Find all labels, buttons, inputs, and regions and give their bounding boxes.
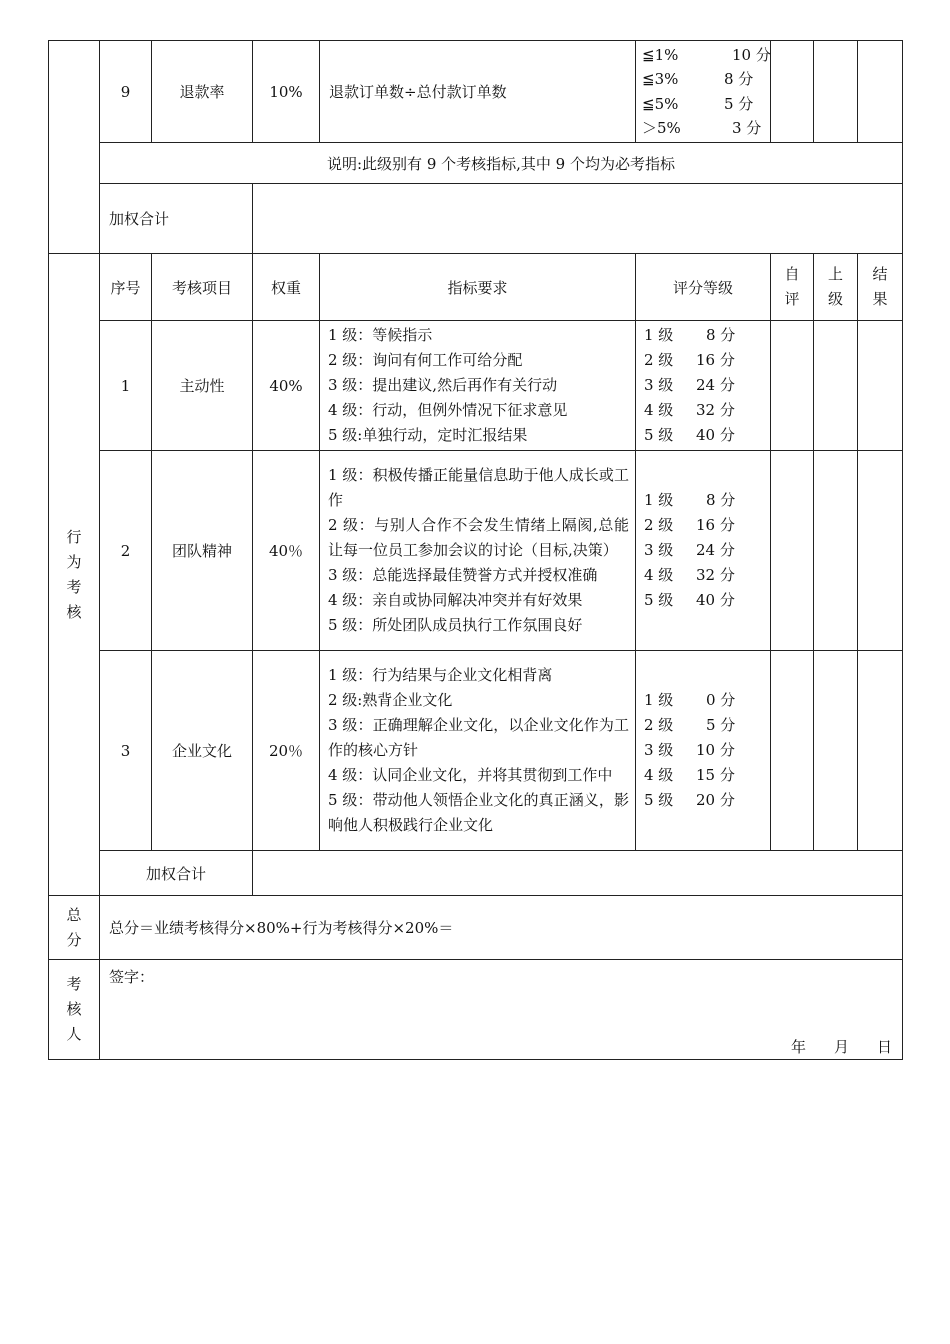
score-points: 3 分 (732, 119, 762, 137)
grade-points: 8 分 (706, 491, 736, 509)
date-day-label: 日 (876, 1038, 892, 1056)
signature-area[interactable] (100, 960, 903, 1060)
grade-points: 16 分 (696, 516, 735, 534)
grade-points: 10 分 (696, 741, 735, 759)
requirement-line: 1 级：积极传播正能量信息助于他人成长或工作 (328, 466, 629, 509)
assessor-label-char: 考 (66, 975, 82, 993)
date-year-label: 年 (790, 1038, 806, 1056)
assessor-label-char: 人 (66, 1025, 82, 1043)
header-grade: 评分等级 (636, 254, 771, 321)
grade-points: 8 分 (706, 326, 736, 344)
section-label-char: 考 (66, 577, 82, 596)
total-label-char: 总 (66, 905, 82, 924)
item-name: 主动性 (152, 321, 253, 451)
score-points: 8 分 (724, 70, 754, 88)
table-row (49, 451, 903, 651)
date-line (791, 1036, 892, 1057)
grade-level: 2 级 (644, 516, 674, 534)
header-self (771, 254, 814, 321)
assessor-row (49, 960, 903, 1060)
header-char: 上 (827, 265, 843, 283)
behavior-header-row (49, 254, 903, 321)
weighted-total-value[interactable] (253, 851, 903, 896)
grade-level: 3 级 (644, 376, 674, 394)
requirement-line: 1 级：行为结果与企业文化相背离 (328, 666, 553, 684)
grade-points: 5 分 (706, 716, 736, 734)
weighted-total-row (49, 184, 903, 254)
section-label-char: 核 (66, 602, 82, 621)
weighted-total-label: 加权合计 (100, 851, 253, 896)
requirement-line: 3 级：正确理解企业文化，以企业文化作为工作的核心方针 (328, 716, 629, 759)
result-cell[interactable] (858, 651, 903, 851)
item-name: 退款率 (152, 41, 253, 143)
row-number: 9 (100, 41, 152, 143)
grade-level: 1 级 (644, 326, 674, 344)
score-condition: ≦5% (642, 94, 679, 113)
header-char: 结 (872, 265, 888, 283)
score-condition: ＞5% (642, 119, 681, 137)
requirement-line: 5 级：所处团队成员执行工作氛围良好 (328, 616, 583, 634)
score-points: 5 分 (724, 94, 754, 113)
section-note: 说明:此级别有 9 个考核指标,其中 9 个均为必考指标 (100, 143, 903, 184)
result-cell[interactable] (858, 321, 903, 451)
grade-points: 24 分 (696, 541, 735, 559)
item-requirement: 退款订单数÷总付款订单数 (320, 41, 636, 143)
header-char: 级 (827, 290, 843, 308)
item-requirements (320, 321, 636, 451)
requirement-line: 5 级:单独行动，定时汇报结果 (328, 426, 528, 444)
weighted-total-label: 加权合计 (100, 184, 253, 254)
item-requirements (320, 451, 636, 651)
signature-label: 签字： (109, 968, 155, 986)
item-weight: 20％ (253, 651, 320, 851)
total-formula: 总分＝业绩考核得分×80%+行为考核得分×20%＝ (100, 896, 903, 960)
grade-level: 5 级 (644, 426, 674, 444)
requirement-line: 3 级：总能选择最佳赞誉方式并授权准确 (328, 566, 598, 584)
weighted-total-value[interactable] (253, 184, 903, 254)
table-row (49, 41, 903, 143)
requirement-line: 4 级：认同企业文化，并将其贯彻到工作中 (328, 766, 613, 784)
item-name: 团队精神 (152, 451, 253, 651)
grade-points: 20 分 (696, 791, 735, 809)
grade-points: 0 分 (706, 691, 736, 709)
header-item: 考核项目 (152, 254, 253, 321)
grade-levels (636, 451, 771, 651)
grade-level: 1 级 (644, 691, 674, 709)
weighted-total-row (49, 851, 903, 896)
grade-level: 3 级 (644, 741, 674, 759)
header-char: 评 (784, 290, 800, 308)
requirement-line: 5 级：带动他人领悟企业文化的真正涵义，影响他人积极践行企业文化 (328, 791, 629, 834)
performance-section-label (49, 41, 100, 254)
item-name: 企业文化 (152, 651, 253, 851)
header-result (858, 254, 903, 321)
grade-level: 4 级 (644, 401, 674, 419)
grade-level: 5 级 (644, 591, 674, 609)
grade-level: 3 级 (644, 541, 674, 559)
grade-points: 40 分 (696, 591, 735, 609)
grade-level: 1 级 (644, 491, 674, 509)
grade-points: 16 分 (696, 351, 735, 369)
self-score-cell[interactable] (771, 651, 814, 851)
score-points: 10 分 (732, 45, 771, 64)
section-label-char: 为 (66, 552, 82, 571)
item-weight: 40％ (253, 451, 320, 651)
score-levels (636, 41, 771, 143)
grade-points: 15 分 (696, 766, 735, 784)
header-weight: 权重 (253, 254, 320, 321)
requirement-line: 4 级：行动，但例外情况下征求意见 (328, 401, 568, 419)
grade-levels (636, 321, 771, 451)
header-no: 序号 (100, 254, 152, 321)
total-row (49, 896, 903, 960)
requirement-line: 4 级：亲自或协同解决冲突并有好效果 (328, 591, 583, 609)
header-char: 果 (872, 290, 888, 308)
header-char: 自 (784, 265, 800, 283)
grade-points: 32 分 (696, 566, 735, 584)
item-weight: 10% (253, 41, 320, 143)
score-condition: ≦1% (642, 45, 679, 64)
grade-points: 24 分 (696, 376, 735, 394)
self-score-cell[interactable] (771, 321, 814, 451)
requirement-line: 2 级：询问有何工作可给分配 (328, 351, 523, 369)
assessment-table (48, 40, 903, 1060)
total-label-char: 分 (66, 930, 82, 949)
superior-score-cell[interactable] (814, 451, 858, 651)
superior-score-cell[interactable] (814, 321, 858, 451)
requirement-line: 2 级:熟背企业文化 (328, 691, 453, 709)
requirement-line: 1 级：等候指示 (328, 326, 433, 344)
section-label-char: 行 (66, 527, 82, 546)
item-requirements (320, 651, 636, 851)
requirement-line: 2 级：与别人合作不会发生情绪上隔阂,总能让每一位员工参加会议的讨论（目标,决策） (328, 516, 629, 559)
requirement-line: 3 级：提出建议,然后再作有关行动 (328, 376, 558, 394)
superior-score-cell[interactable] (814, 41, 858, 143)
table-row (49, 651, 903, 851)
result-cell[interactable] (858, 41, 903, 143)
result-cell[interactable] (858, 451, 903, 651)
assessor-label (49, 960, 100, 1060)
grade-levels (636, 651, 771, 851)
grade-level: 4 级 (644, 766, 674, 784)
self-score-cell[interactable] (771, 451, 814, 651)
grade-level: 5 级 (644, 791, 674, 809)
table-row (49, 321, 903, 451)
header-superior (814, 254, 858, 321)
row-number: 3 (100, 651, 152, 851)
grade-level: 2 级 (644, 716, 674, 734)
total-label (49, 896, 100, 960)
header-requirement: 指标要求 (320, 254, 636, 321)
score-condition: ≦3% (642, 70, 679, 88)
grade-points: 32 分 (696, 401, 735, 419)
row-number: 1 (100, 321, 152, 451)
date-month-label: 月 (833, 1038, 849, 1056)
grade-level: 2 级 (644, 351, 674, 369)
row-number: 2 (100, 451, 152, 651)
grade-level: 4 级 (644, 566, 674, 584)
behavior-section-label (49, 254, 100, 896)
item-weight: 40% (253, 321, 320, 451)
assessor-label-char: 核 (66, 1000, 82, 1018)
grade-points: 40 分 (696, 426, 735, 444)
superior-score-cell[interactable] (814, 651, 858, 851)
note-row (49, 143, 903, 184)
